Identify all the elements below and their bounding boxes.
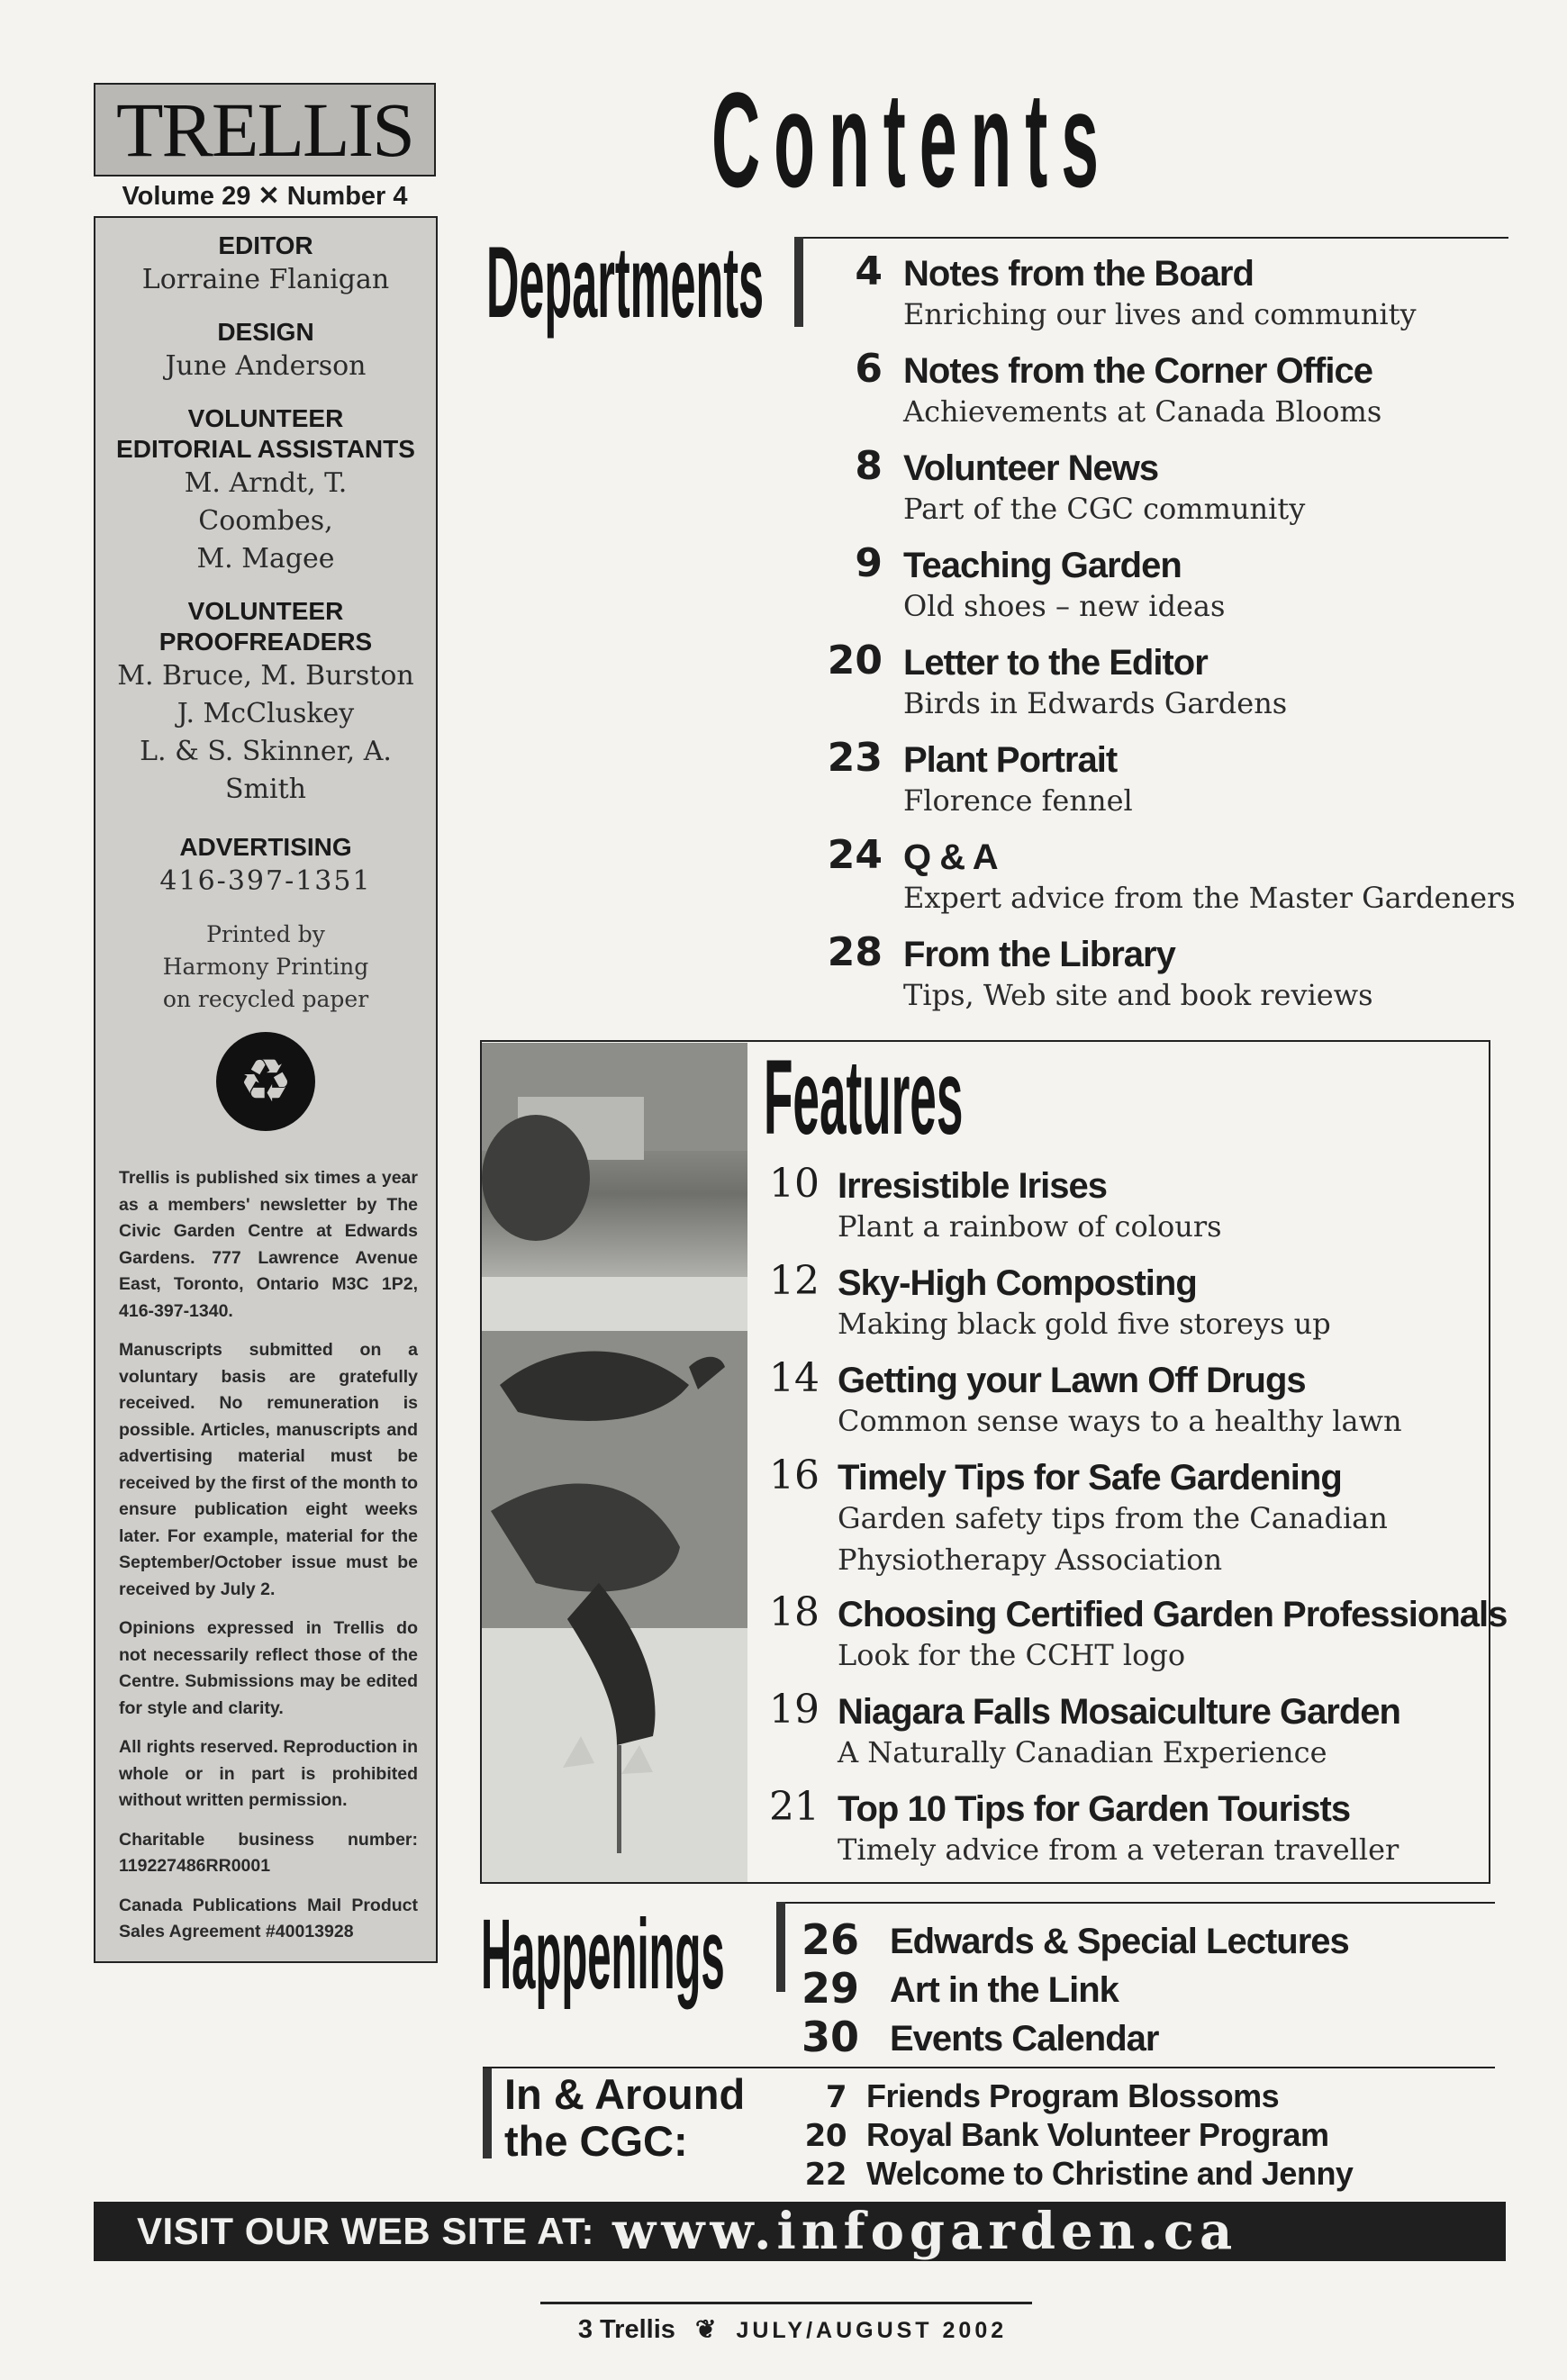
page-number: 14: [769, 1355, 820, 1401]
entry-subtitle: Old shoes – new ideas: [903, 589, 1226, 623]
in-around-entry[interactable]: [793, 2077, 1280, 2115]
page-number: 4: [855, 249, 883, 294]
entry-title: Events Calendar: [890, 2019, 1159, 2059]
topiary-geese-photo: [482, 1043, 747, 1882]
issue-date: JULY/AUGUST 2002: [736, 2318, 1008, 2343]
design-heading: DESIGN: [217, 318, 314, 346]
page-number: 23: [827, 735, 883, 781]
leaf-icon: ❦: [694, 2315, 717, 2343]
issue-line: Volume 29 ✕ Number 4: [122, 182, 408, 211]
publication-note: Trellis is published six times a year as a members' newsletter by The Civic Garden Centre at Edwards Gardens. 777 Lawrence Avenue East, Toronto, Ontario M3C 1P2, 416-397-1340.: [119, 1168, 418, 1321]
footer-rule: [540, 2302, 1032, 2304]
in-around-heading: In & Around the CGC:: [504, 2070, 746, 2165]
page-footer: [558, 2314, 1027, 2345]
page-number: 21: [769, 1784, 820, 1830]
entry-title: Letter to the Editor: [903, 643, 1208, 683]
page-number: 24: [827, 832, 883, 878]
page-number: 6: [855, 346, 883, 392]
mail-agreement: Canada Publications Mail Product Sales Agreement #40013928: [119, 1895, 418, 1941]
entry-title: Plant Portrait: [903, 740, 1118, 780]
entry-subtitle: A Naturally Canadian Experience: [838, 1735, 1327, 1769]
masthead-logo: [94, 83, 436, 176]
entry-subtitle: Birds in Edwards Gardens: [903, 686, 1288, 720]
entry-title: Getting your Lawn Off Drugs: [838, 1361, 1306, 1400]
design-name: June Anderson: [165, 350, 367, 382]
entry-subtitle: Look for the CCHT logo: [838, 1638, 1186, 1672]
entry-title: Notes from the Board: [903, 254, 1254, 294]
photo-illustration: [482, 1043, 747, 1882]
in-around-bar: [483, 2068, 492, 2158]
entry-subtitle: Timely advice from a veteran traveller: [838, 1833, 1399, 1867]
printer-credit: Printed by Harmony Printing on recycled paper: [162, 921, 369, 1012]
opinions-note: Opinions expressed in Trellis do not necessarily reflect those of the Centre. Submissions may be edited for style and clarity.: [119, 1618, 418, 1718]
entry-subtitle: Garden safety tips from the Canadian: [838, 1501, 1388, 1535]
entry-subtitle: Part of the CGC community: [903, 492, 1306, 526]
entry-subtitle: Expert advice from the Master Gardeners: [903, 881, 1516, 915]
entry-title: Notes from the Corner Office: [903, 351, 1372, 391]
entry-subtitle: Common sense ways to a healthy lawn: [838, 1404, 1402, 1438]
entry-title: Art in the Link: [890, 1970, 1119, 2010]
happenings-rule: [776, 1902, 1495, 1904]
entry-title: Teaching Garden: [903, 546, 1182, 585]
entry-title: Top 10 Tips for Garden Tourists: [838, 1789, 1351, 1829]
proofreaders-names: M. Bruce, M. Burston J. McCluskey L. & S. Skinner, A. Smith: [117, 660, 414, 805]
editor-name: Lorraine Flanigan: [141, 264, 390, 295]
departments-heading: Departments: [486, 226, 765, 339]
rights-note: All rights reserved. Reproduction in whole or in part is prohibited without written permission.: [119, 1737, 418, 1810]
in-around-entry[interactable]: [793, 2116, 1329, 2154]
page-number: 29: [802, 1964, 860, 2013]
staff-sidebar: [94, 216, 438, 1963]
page-number: 3: [577, 2315, 593, 2344]
editor-heading: EDITOR: [218, 231, 313, 259]
entry-title: From the Library: [903, 935, 1175, 974]
entry-subtitle: Making black gold five storeys up: [838, 1307, 1331, 1341]
entry-title: Irresistible Irises: [838, 1166, 1107, 1206]
in-around-rule: [483, 2067, 1495, 2068]
page-number: 30: [802, 2013, 860, 2061]
happenings-bar: [776, 1902, 785, 1992]
editorial-assistants-names: M. Arndt, T. Coombes, M. Magee: [184, 467, 348, 575]
page-number: 16: [769, 1452, 820, 1498]
editorial-assistants-heading: VOLUNTEER EDITORIAL ASSISTANTS: [116, 404, 415, 463]
entry-title: Volunteer News: [903, 448, 1159, 488]
page-number: 26: [802, 1915, 860, 1964]
entry-title: Sky-High Composting: [838, 1263, 1197, 1303]
entry-title: Royal Bank Volunteer Program: [866, 2116, 1329, 2153]
entry-title: Friends Program Blossoms: [866, 2077, 1280, 2114]
recycle-icon: ♻: [216, 1032, 315, 1131]
in-around-entry[interactable]: [793, 2155, 1354, 2193]
entry-subtitle: Tips, Web site and book reviews: [903, 978, 1373, 1012]
entry-title: Edwards & Special Lectures: [890, 1922, 1349, 1961]
page-number: 20: [827, 638, 883, 683]
website-banner: [94, 2202, 1506, 2261]
page-number: 12: [769, 1258, 820, 1304]
entry-subtitle: Achievements at Canada Blooms: [903, 394, 1382, 429]
page-number: 18: [769, 1589, 820, 1635]
page-number: 20: [804, 2118, 847, 2154]
entry-subtitle: Florence fennel: [903, 783, 1133, 818]
departments-bar: [794, 237, 803, 327]
publication-name: Trellis: [600, 2315, 675, 2344]
entry-title: Niagara Falls Mosaiculture Garden: [838, 1692, 1400, 1732]
advertising-phone: 416-397-1351: [159, 865, 372, 897]
website-link[interactable]: www.infogarden.ca: [612, 2202, 1238, 2261]
entry-title: Welcome to Christine and Jenny: [866, 2155, 1354, 2192]
page-number: 19: [769, 1687, 820, 1733]
entry-subtitle-continued: Physiotherapy Association: [838, 1543, 1223, 1577]
page-number: 22: [804, 2157, 847, 2193]
page-number: 9: [855, 540, 883, 586]
features-heading: Features: [764, 1038, 964, 1157]
masthead-title: TRELLIS: [116, 86, 413, 173]
entry-subtitle: Plant a rainbow of colours: [838, 1209, 1222, 1244]
page-number: 7: [825, 2079, 847, 2115]
page-number: 10: [769, 1161, 820, 1207]
page-title: Contents: [711, 64, 1112, 215]
departments-rule: [794, 237, 1508, 239]
charitable-number: Charitable business number: 119227486RR0001: [119, 1829, 418, 1876]
proofreaders-heading: VOLUNTEER PROOFREADERS: [159, 597, 373, 656]
page-number: 8: [855, 443, 883, 489]
entry-title: Choosing Certified Garden Professionals: [838, 1595, 1508, 1634]
happenings-heading: Happenings: [481, 1899, 725, 2010]
advertising-heading: ADVERTISING: [179, 833, 352, 861]
manuscripts-note: Manuscripts submitted on a voluntary basis are gratefully received. No remuneration is possible. Articles, manuscripts and advertising material must be received by the first of the month to ensure publication eight weeks later. For example, material for the September/October issue must be received by July 2.: [119, 1340, 418, 1599]
entry-title: Timely Tips for Safe Gardening: [838, 1458, 1342, 1498]
entry-title: Q & A: [903, 837, 998, 877]
page-number: 28: [827, 929, 883, 975]
banner-label: VISIT OUR WEB SITE AT:: [137, 2210, 595, 2252]
entry-subtitle: Enriching our lives and community: [903, 297, 1417, 331]
